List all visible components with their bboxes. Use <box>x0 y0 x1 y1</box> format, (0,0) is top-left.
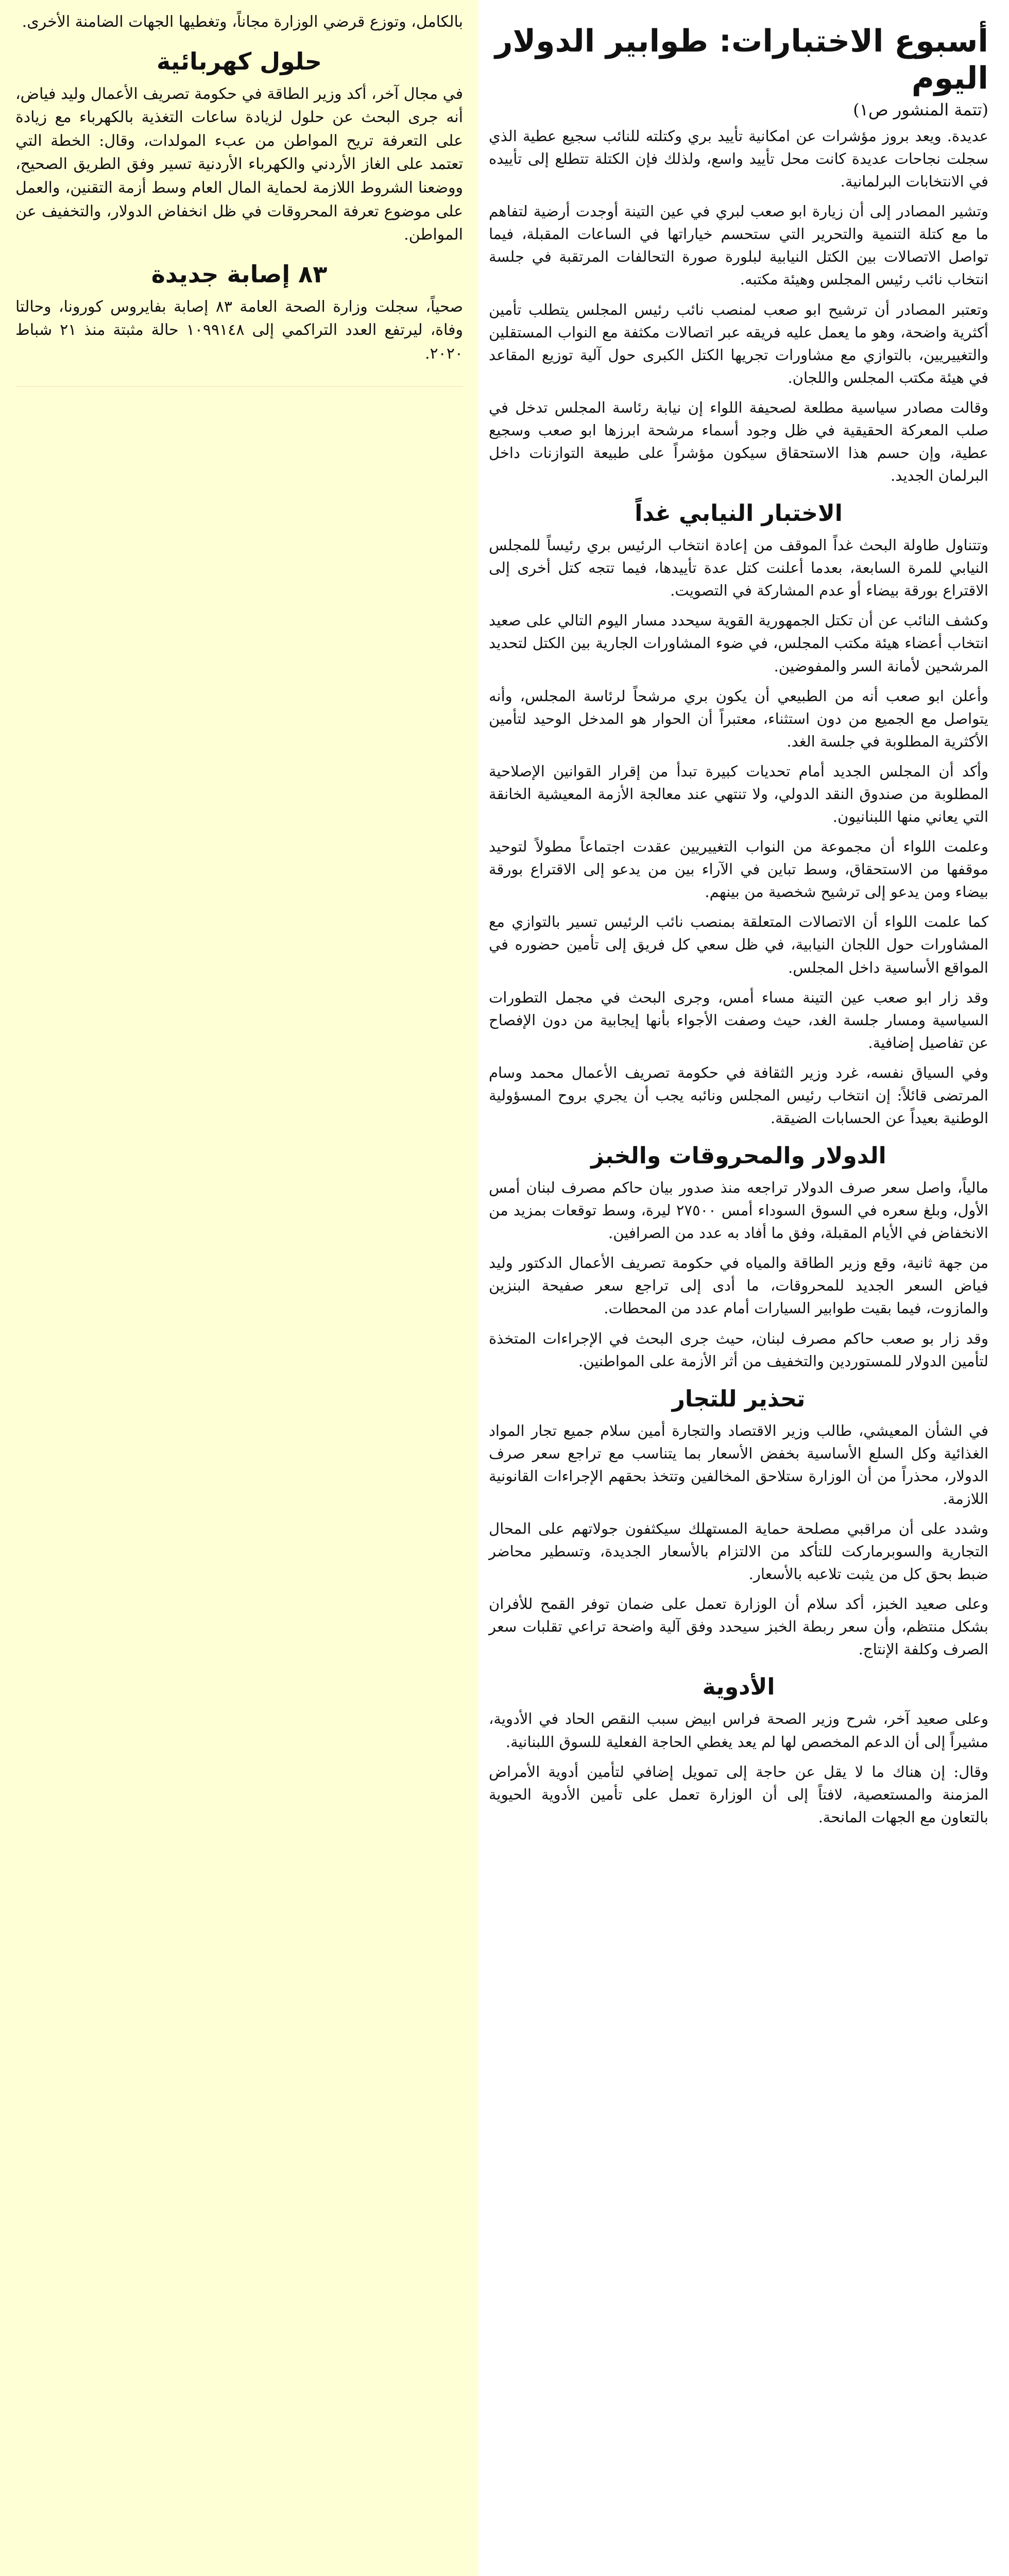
covid-paragraph-1: صحياً، سجلت وزارة الصحة العامة ٨٣ إصابة بفايروس كورونا، وحالتا وفاة، ليرتفع العدد التراكمي إلى ١٠٩٩١٤٨ حالة مثبتة منذ ٢١ شباط ٢٠٢٠. <box>15 297 463 363</box>
article-paragraph-1: وتشير المصادر إلى أن زيارة ابو صعب لبري في عين التينة أوجدت أرضية لتفاهم ما مع كتلة التنمية والتحرير التي ستحسم خياراتها في الساعات المقبلة، فيما تواصل الاتصالات بين الكتل النيابية لبلورة صورة التحالفات المرتقبة في جلسة انتخاب نائب رئيس المجلس وهيئة مكتبه. <box>489 202 989 289</box>
article-source: (تتمة المنشور ص١) <box>853 100 988 120</box>
medicines-paragraph-2: وقال: إن هناك ما لا يقل عن حاجة إلى تمويل إضافي لتأمين أدوية الأمراض المزمنة والمستعصية، لافتاً إلى أن الوزارة تعمل على تأمين الأدوية الحيوية بالتعاون مع الجهات المانحة. <box>489 1762 988 1826</box>
article-paragraph-2: وتعتبر المصادر أن ترشيح ابو صعب لمنصب نائب رئيس المجلس يتطلب تأمين أكثرية واضحة، وهو ما يعمل عليه فريقه عبر اتصالات مكثفة مع النواب المستقلين والتغييريين، بالتوازي مع مشاورات تجريها الكتل الكبرى حول آلية توزيع المقاعد في هيئة مكتب المجلس واللجان. <box>489 300 988 386</box>
parliament-paragraph-5: وعلمت اللواء أن مجموعة من النواب التغييريين عقدت اجتماعاً مطولاً لتوحيد موقفها من الاستحقاق، وسط تباين في الآراء بين من يدعو إلى الاقتراع بورقة بيضاء ومن يدعو إلى ترشيح شخصية من بينهم. <box>489 838 988 901</box>
dollar-paragraph-1: مالياً، واصل سعر صرف الدولار تراجعه منذ صدور بيان حاكم مصرف لبنان أمس الأول، وبلغ سعره في السوق السوداء أمس ٢٧٥٠٠ ليرة، وسط توقعات بمزيد من الانخفاض في الأيام المقبلة، وفق ما أفاد به عدد من الصرافين. <box>489 1179 988 1242</box>
article-paragraph-3: وقالت مصادر سياسية مطلعة لصحيفة اللواء إن نيابة رئاسة المجلس تدخل في صلب المعركة الحقيقية في ظل وجود أسماء مرشحة ابرزها ابو صعب وسجيع عطية، وإن حسم هذا الاستحقاق سيكون مؤشراً على طبيعة التوازنات داخل البرلمان الجديد. <box>489 398 988 485</box>
article-intro: عديدة. ويعد بروز مؤشرات عن امكانية تأييد بري وكتلته للنائب سجيع عطية الذي سجلت نجاحات عديدة كانت محل تأييد واسع، ولذلك فإن الكتلة تتطلع إلى تأييده في الانتخابات البرلمانية. <box>489 127 988 191</box>
section-heading-electricity: حلول كهربائية <box>157 47 322 75</box>
electricity-paragraph-1: في مجال آخر، أكد وزير الطاقة في حكومة تصريف الأعمال وليد فياض، أنه جرى البحث عن حلول لزيادة ساعات التغذية بالكهرباء مع زيادة على التعرفة تريح المواطن من عبء المولدات، وقال: الخطة التي تعتمد على الغاز الأردني والكهرباء الأردنية تسير وفق الطريق الصحيح، ووضعنا الشروط اللازمة لحماية المال العام وسط أزمة التقنين، والعمل على موضوع تعرفة المحروقات في ظل انخفاض الدولار، والتخفيف عن المواطن. <box>15 84 463 244</box>
article-title: أسبوع الاختبارات: طوابير الدولار اليوم <box>494 23 988 96</box>
right-column <box>478 0 1009 1836</box>
section-heading-covid: ٨٣ إصابة جديدة <box>151 260 328 288</box>
parliament-paragraph-3: وأعلن ابو صعب أنه من الطبيعي أن يكون بري مرشحاً لرئاسة المجلس، وأنه يتواصل مع الجميع من دون استثناء، معتبراً أن الحوار هو المدخل الوحيد لتأمين الأكثرية المطلوبة في جلسة الغد. <box>489 687 988 750</box>
medicines-paragraph-1: وعلى صعيد آخر، شرح وزير الصحة فراس ابيض سبب النقص الحاد في الأدوية، مشيراً إلى أن الدعم المخصص لها لم يعد يغطي الحاجة الفعلية للسوق اللبنانية. <box>489 1710 988 1751</box>
dollar-paragraph-3: وقد زار بو صعب حاكم مصرف لبنان، حيث جرى البحث في الإجراءات المتخذة لتأمين الدولار للمستوردين والتخفيف من أثر الأزمة على المواطنين. <box>489 1329 988 1370</box>
left-intro: بالكامل، وتوزع قرضي الوزارة مجاناً، وتغطيها الجهات الضامنة الأخرى. <box>22 13 463 31</box>
section-heading-parliament: الاختبار النيابي غداً <box>635 500 843 527</box>
section-heading-merchants-warning: تحذير للتجار <box>672 1385 806 1412</box>
parliament-paragraph-6: كما علمت اللواء أن الاتصالات المتعلقة بمنصب نائب الرئيس تسير بالتوازي مع المشاورات حول اللجان النيابية، في ظل سعي كل فريق إلى تأمين حضوره في المواقع الأساسية داخل المجلس. <box>489 913 988 976</box>
left-column-empty-area <box>15 386 463 2576</box>
merchants-paragraph-1: في الشأن المعيشي، طالب وزير الاقتصاد والتجارة أمين سلام جميع تجار المواد الغذائية وكل السلع الأساسية بخفض الأسعار بما يتناسب مع تراجع سعر صرف الدولار، محذراً من أن الوزارة ستلاحق المخالفين وتتخذ بحقهم الإجراءات القانونية اللازمة. <box>489 1421 988 1507</box>
left-column <box>0 0 478 2576</box>
parliament-paragraph-1: وتتناول طاولة البحث غداً الموقف من إعادة انتخاب الرئيس بري رئيساً للمجلس النيابي للمرة السابعة، بعدما أعلنت كتل عدة تأييدها، فيما تتجه كتل أخرى إلى الاقتراع بورقة بيضاء أو عدم المشاركة في التصويت. <box>489 536 988 600</box>
merchants-paragraph-2: وشدد على أن مراقبي مصلحة حماية المستهلك سيكثفون جولاتهم على المحال التجارية والسوبرماركت للتأكد من الالتزام بالأسعار الجديدة، وتسطير محاضر ضبط بحق كل من يثبت تلاعبه بالأسعار. <box>489 1519 988 1583</box>
dollar-paragraph-2: من جهة ثانية، وقع وزير الطاقة والمياه في حكومة تصريف الأعمال الدكتور وليد فياض السعر الجديد للمحروقات، ما أدى إلى تراجع سعر صفيحة البنزين والمازوت، فيما بقيت طوابير السيارات أمام عدد من المحطات. <box>489 1254 988 1317</box>
merchants-paragraph-3: وعلى صعيد الخبز، أكد سلام أن الوزارة تعمل على ضمان توفر القمح للأفران بشكل منتظم، وأن سعر ربطة الخبز سيحدد وفق آلية واضحة تراعي تقلبات سعر الصرف وكلفة الإنتاج. <box>489 1595 988 1658</box>
parliament-paragraph-2: وكشف النائب عن أن تكتل الجمهورية القوية سيحدد مسار اليوم التالي على صعيد انتخاب أعضاء هيئة مكتب المجلس، في ضوء المشاورات الجارية بين الكتل لتحديد المرشحين لأمانة السر والمفوضين. <box>489 612 988 675</box>
section-heading-medicines: الأدوية <box>702 1674 775 1701</box>
parliament-paragraph-8: وفي السياق نفسه، غرد وزير الثقافة في حكومة تصريف الأعمال محمد وسام المرتضى قائلاً: إن انتخاب رئيس المجلس ونائبه يجب أن يجري بروح المسؤولية الوطنية بعيداً عن الحسابات الضيقة. <box>489 1063 988 1127</box>
section-heading-dollar-fuel-bread: الدولار والمحروقات والخبز <box>591 1143 886 1170</box>
parliament-paragraph-4: وأكد أن المجلس الجديد أمام تحديات كبيرة تبدأ من إقرار القوانين الإصلاحية المطلوبة من صندوق النقد الدولي، ولا تنتهي عند معالجة الأزمة المعيشية الخانقة التي يعاني منها اللبنانيون. <box>489 762 988 826</box>
parliament-paragraph-7: وقد زار ابو صعب عين التينة مساء أمس، وجرى البحث في مجمل التطورات السياسية ومسار جلسة الغد، حيث وصفت الأجواء بأنها إيجابية من دون الإفصاح عن تفاصيل إضافية. <box>489 988 988 1052</box>
